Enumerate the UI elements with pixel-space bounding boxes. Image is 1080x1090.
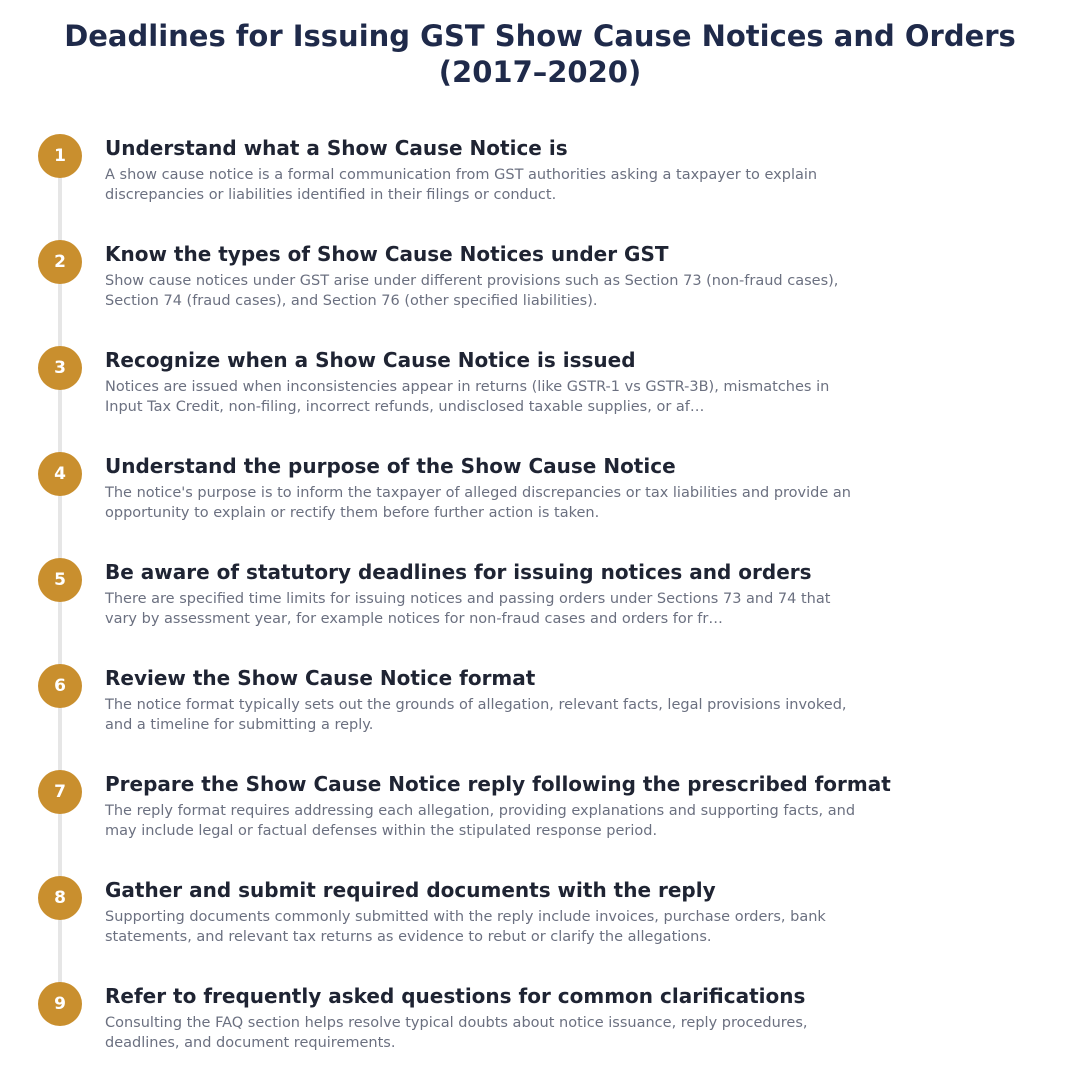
step-item [0, 134, 1080, 234]
step-description: Notices are issued when inconsistencies appear in returns (like GSTR-1 vs GSTR-3B), mismatches in Input Tax Credit, non-filing, incorrect refunds, undisclosed taxable supplies, or af… [105, 379, 830, 415]
step-description: Consulting the FAQ section helps resolve typical doubts about notice issuance, reply procedures, deadlines, and document requirements. [105, 1015, 808, 1051]
step-number-badge: 9 [38, 982, 82, 1026]
step-title: Review the Show Cause Notice format [105, 666, 536, 690]
step-number-badge: 6 [38, 664, 82, 708]
step-number-badge: 2 [38, 240, 82, 284]
step-number-badge: 8 [38, 876, 82, 920]
step-item [0, 346, 1080, 446]
step-description: There are specified time limits for issuing notices and passing orders under Sections 73 and 74 that vary by assessment year, for example notices for non-fraud cases and orders for fr… [105, 591, 831, 627]
step-title: Be aware of statutory deadlines for issuing notices and orders [105, 560, 812, 584]
step-title: Understand the purpose of the Show Cause Notice [105, 454, 676, 478]
step-item [0, 876, 1080, 976]
step-title: Prepare the Show Cause Notice reply following the prescribed format [105, 772, 891, 796]
step-description: The notice format typically sets out the grounds of allegation, relevant facts, legal provisions invoked, and a timeline for submitting a reply. [105, 697, 847, 733]
step-number-badge: 1 [38, 134, 82, 178]
step-title: Gather and submit required documents with the reply [105, 878, 716, 902]
step-title: Understand what a Show Cause Notice is [105, 136, 568, 160]
step-number-badge: 5 [38, 558, 82, 602]
step-item [0, 982, 1080, 1082]
step-description: The reply format requires addressing each allegation, providing explanations and supporting facts, and may include legal or factual defenses within the stipulated response period. [105, 803, 856, 839]
step-item [0, 770, 1080, 870]
page-title: Deadlines for Issuing GST Show Cause Notices and Orders (2017–2020) [64, 19, 1016, 89]
step-title: Refer to frequently asked questions for common clarifications [105, 984, 806, 1008]
step-number-badge: 3 [38, 346, 82, 390]
step-item [0, 240, 1080, 340]
step-description: The notice's purpose is to inform the taxpayer of alleged discrepancies or tax liabilities and provide an opportunity to explain or rectify them before further action is taken. [105, 485, 851, 521]
step-number-badge: 7 [38, 770, 82, 814]
step-item [0, 664, 1080, 764]
step-description: Show cause notices under GST arise under different provisions such as Section 73 (non-fraud cases), Section 74 (fraud cases), and Section 76 (other specified liabilities). [105, 273, 839, 309]
step-number-badge: 4 [38, 452, 82, 496]
step-title: Recognize when a Show Cause Notice is issued [105, 348, 636, 372]
step-item [0, 558, 1080, 658]
step-description: A show cause notice is a formal communication from GST authorities asking a taxpayer to explain discrepancies or liabilities identified in their filings or conduct. [105, 167, 818, 203]
step-item [0, 452, 1080, 552]
step-title: Know the types of Show Cause Notices under GST [105, 242, 669, 266]
step-description: Supporting documents commonly submitted with the reply include invoices, purchase orders, bank statements, and relevant tax returns as evidence to rebut or clarify the allegations. [105, 909, 826, 945]
